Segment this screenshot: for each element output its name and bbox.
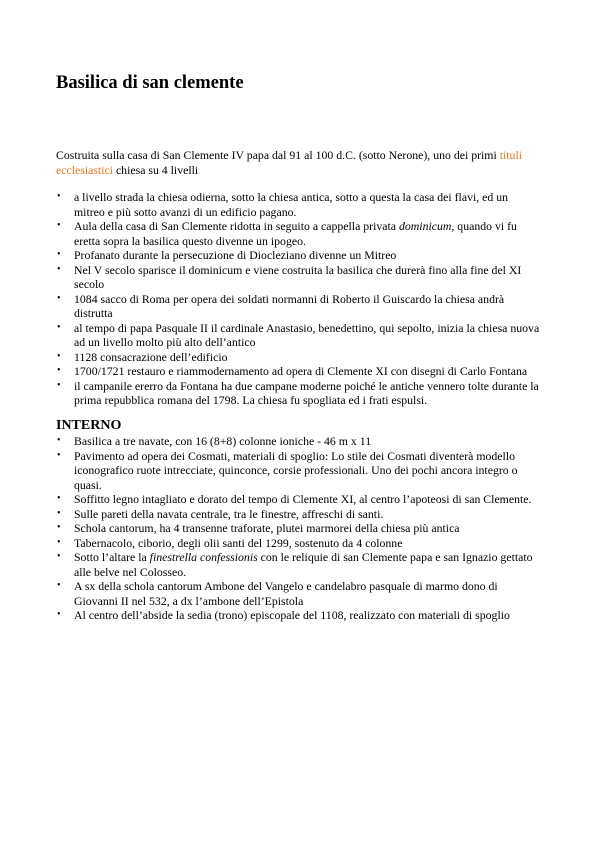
bullet-icon: •: [57, 220, 61, 231]
history-list: [56, 190, 540, 408]
section-heading-interno: INTERNO: [56, 418, 122, 433]
list-item-text: , quando vi fu eretta sopra la basilica questo divenne un ipogeo.: [74, 219, 517, 248]
list-item-text: Sotto l’altare la: [74, 550, 150, 564]
bullet-icon: •: [57, 321, 61, 333]
bullet-icon: •: [57, 536, 61, 548]
list-item-text: 1084 sacco di Roma per opera dei soldati normanni di Roberto il Guiscardo la chiesa andrà distrutta: [74, 291, 505, 320]
list-item-text: a livello strada la chiesa odierna, sotto la chiesa antica, sotto a questa la casa dei flavi, ed un mitreo e più sotto avanzi di un edificio pagano.: [74, 190, 509, 219]
list-item-italic-term: dominicum: [398, 219, 452, 233]
bullet-icon: •: [57, 551, 61, 562]
list-item-text: al tempo di papa Pasquale II il cardinale Anastasio, benedettino, qui sepolto, inizia la chiesa nuova ad un livello molto più alto dell’antico: [74, 320, 540, 349]
bullet-icon: •: [57, 507, 61, 519]
list-item: [56, 219, 540, 248]
list-item: [56, 507, 540, 522]
list-item-text: Profanato durante la persecuzione di Diocleziano divenne un Mitreo: [74, 248, 397, 262]
bullet-icon: •: [57, 350, 61, 362]
list-item: [56, 263, 540, 292]
list-item: [56, 364, 540, 379]
bullet-icon: •: [57, 292, 61, 304]
bullet-icon: •: [57, 263, 61, 275]
bullet-icon: •: [57, 609, 61, 620]
list-item: [56, 350, 540, 365]
bullet-icon: •: [57, 449, 61, 461]
list-item-text: il campanile ererro da Fontana ha due campane moderne poiché le antiche vennero tolte durante la prima repubblica romana del 1798. La chiesa fu spogliata ed i frati espulsi.: [74, 378, 539, 407]
list-item: [56, 492, 540, 507]
list-item: [56, 379, 540, 408]
list-item-text: Schola cantorum, ha 4 transenne traforate, plutei marmorei della chiesa più antica: [74, 521, 460, 535]
list-item-text: A sx della schola cantorum Ambone del Vangelo e candelabro pasquale di marmo dono di Giovanni II nel 532, a dx l’ambone dell’Epistola: [74, 579, 498, 608]
list-item-text: Aula della casa di San Clemente ridotta in seguito a cappella privata: [74, 219, 399, 233]
bullet-icon: •: [57, 191, 61, 202]
list-item-text: Soffitto legno intagliato e dorato del tempo di Clemente XI, al centro l’apoteosi di san Clemente.: [74, 492, 532, 506]
list-item: [56, 550, 540, 579]
list-item-text: Tabernacolo, ciborio, degli olii santi del 1299, sostenuto da 4 colonne: [74, 535, 403, 550]
bullet-icon: •: [57, 379, 61, 391]
tituli-link[interactable]: tituli ecclesiastici: [56, 148, 523, 177]
list-item-text: con le reliquie di san Clemente papa e san Ignazio gettato alle belve nel Colosseo.: [74, 550, 533, 579]
list-item: [56, 190, 540, 219]
intro-text-before: Costruita sulla casa di San Clemente IV papa dal 91 al 100 d.C. (sotto Nerone), uno dei primi: [56, 148, 500, 162]
bullet-icon: •: [57, 493, 61, 504]
intro-paragraph: [56, 148, 538, 178]
bullet-icon: •: [57, 249, 61, 260]
list-item: [56, 292, 540, 321]
list-item-italic-term: finestrella confessionis: [149, 550, 258, 564]
list-item: [56, 579, 540, 608]
list-item-text: 1128 consacrazione dell’edificio: [74, 349, 228, 364]
list-item-text: 1700/1721 restauro e riammodernamento ad opera di Clemente XI con disegni di Carlo Fontana: [74, 364, 528, 378]
list-item-text: Basilica a tre navate, con 16 (8+8) colonne ioniche - 46 m x 11: [74, 434, 372, 448]
list-item: [56, 608, 540, 623]
list-item: [56, 521, 540, 536]
list-item: [56, 434, 540, 449]
list-item: [56, 321, 540, 350]
bullet-icon: •: [57, 522, 61, 533]
list-item-text: Sulle pareti della navata centrale, tra le finestre, affreschi di santi.: [74, 506, 384, 521]
list-item-text: Al centro dell’abside la sedia (trono) episcopale del 1108, realizzato con materiali di spoglio: [74, 608, 510, 622]
list-item-text: Pavimento ad opera dei Cosmati, materiali di spoglio: Lo stile dei Cosmati diventerà modello iconografico ruote intrecciate, quinconce, corsie professionali. Uno dei pochi ancora integro o quasi.: [74, 448, 518, 492]
bullet-icon: •: [57, 580, 61, 591]
list-item: [56, 449, 540, 493]
bullet-icon: •: [57, 365, 61, 376]
list-item: [56, 536, 540, 551]
list-item-text: Nel V secolo sparisce il dominicum e viene costruita la basilica che durerà fino alla fine del XI secolo: [74, 262, 522, 291]
intro-text-after: chiesa su 4 livelli: [113, 163, 199, 177]
page-title: Basilica di san clemente: [56, 73, 244, 93]
interior-list: [56, 434, 540, 623]
bullet-icon: •: [57, 435, 61, 446]
list-item: [56, 248, 540, 263]
